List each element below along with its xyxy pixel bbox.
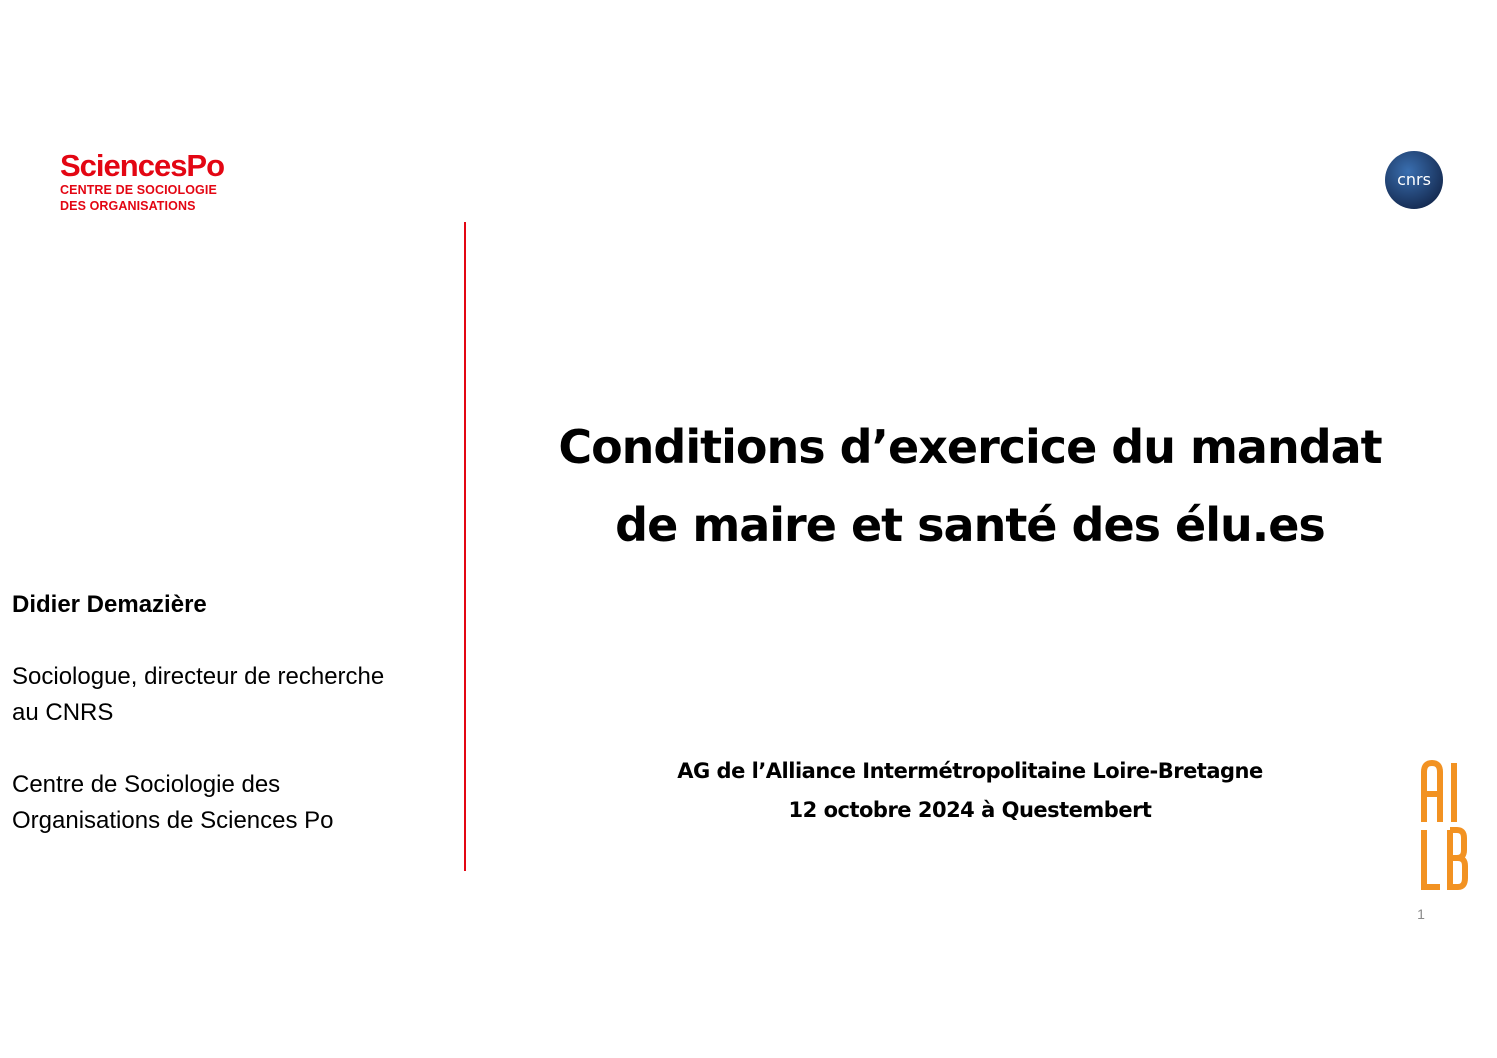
author-role-line1: Sociologue, directeur de recherche (12, 663, 385, 690)
author-role-line2: au CNRS (12, 699, 114, 726)
sciencespo-logo-brand: SciencesPo (60, 148, 225, 183)
event-date-place: 12 octobre 2024 à Questembert (788, 798, 1152, 822)
author-affiliation-line1: Centre de Sociologie des (12, 771, 281, 798)
presentation-title-line2: de maire et santé des élu.es (615, 498, 1325, 552)
presentation-title (470, 408, 1470, 564)
sciencespo-logo-subtitle-line1: CENTRE DE SOCIOLOGIE (60, 183, 217, 197)
page-number: 1 (1417, 906, 1425, 922)
sciencespo-logo-subtitle-line2: DES ORGANISATIONS (60, 199, 196, 213)
svg-text:cnrs: cnrs (1397, 170, 1431, 189)
author-affiliation-line2: Organisations de Sciences Po (12, 807, 334, 834)
sciencespo-logo (60, 150, 224, 213)
event-name: AG de l’Alliance Intermétropolitaine Loire-Bretagne (677, 759, 1263, 783)
author-name: Didier Demazière (12, 591, 207, 618)
ailb-logo (1420, 760, 1468, 892)
vertical-divider (464, 222, 466, 871)
cnrs-logo (1384, 150, 1444, 210)
event-info (470, 752, 1470, 830)
author-block (12, 587, 457, 839)
presentation-title-line1: Conditions d’exercice du mandat (558, 420, 1382, 474)
